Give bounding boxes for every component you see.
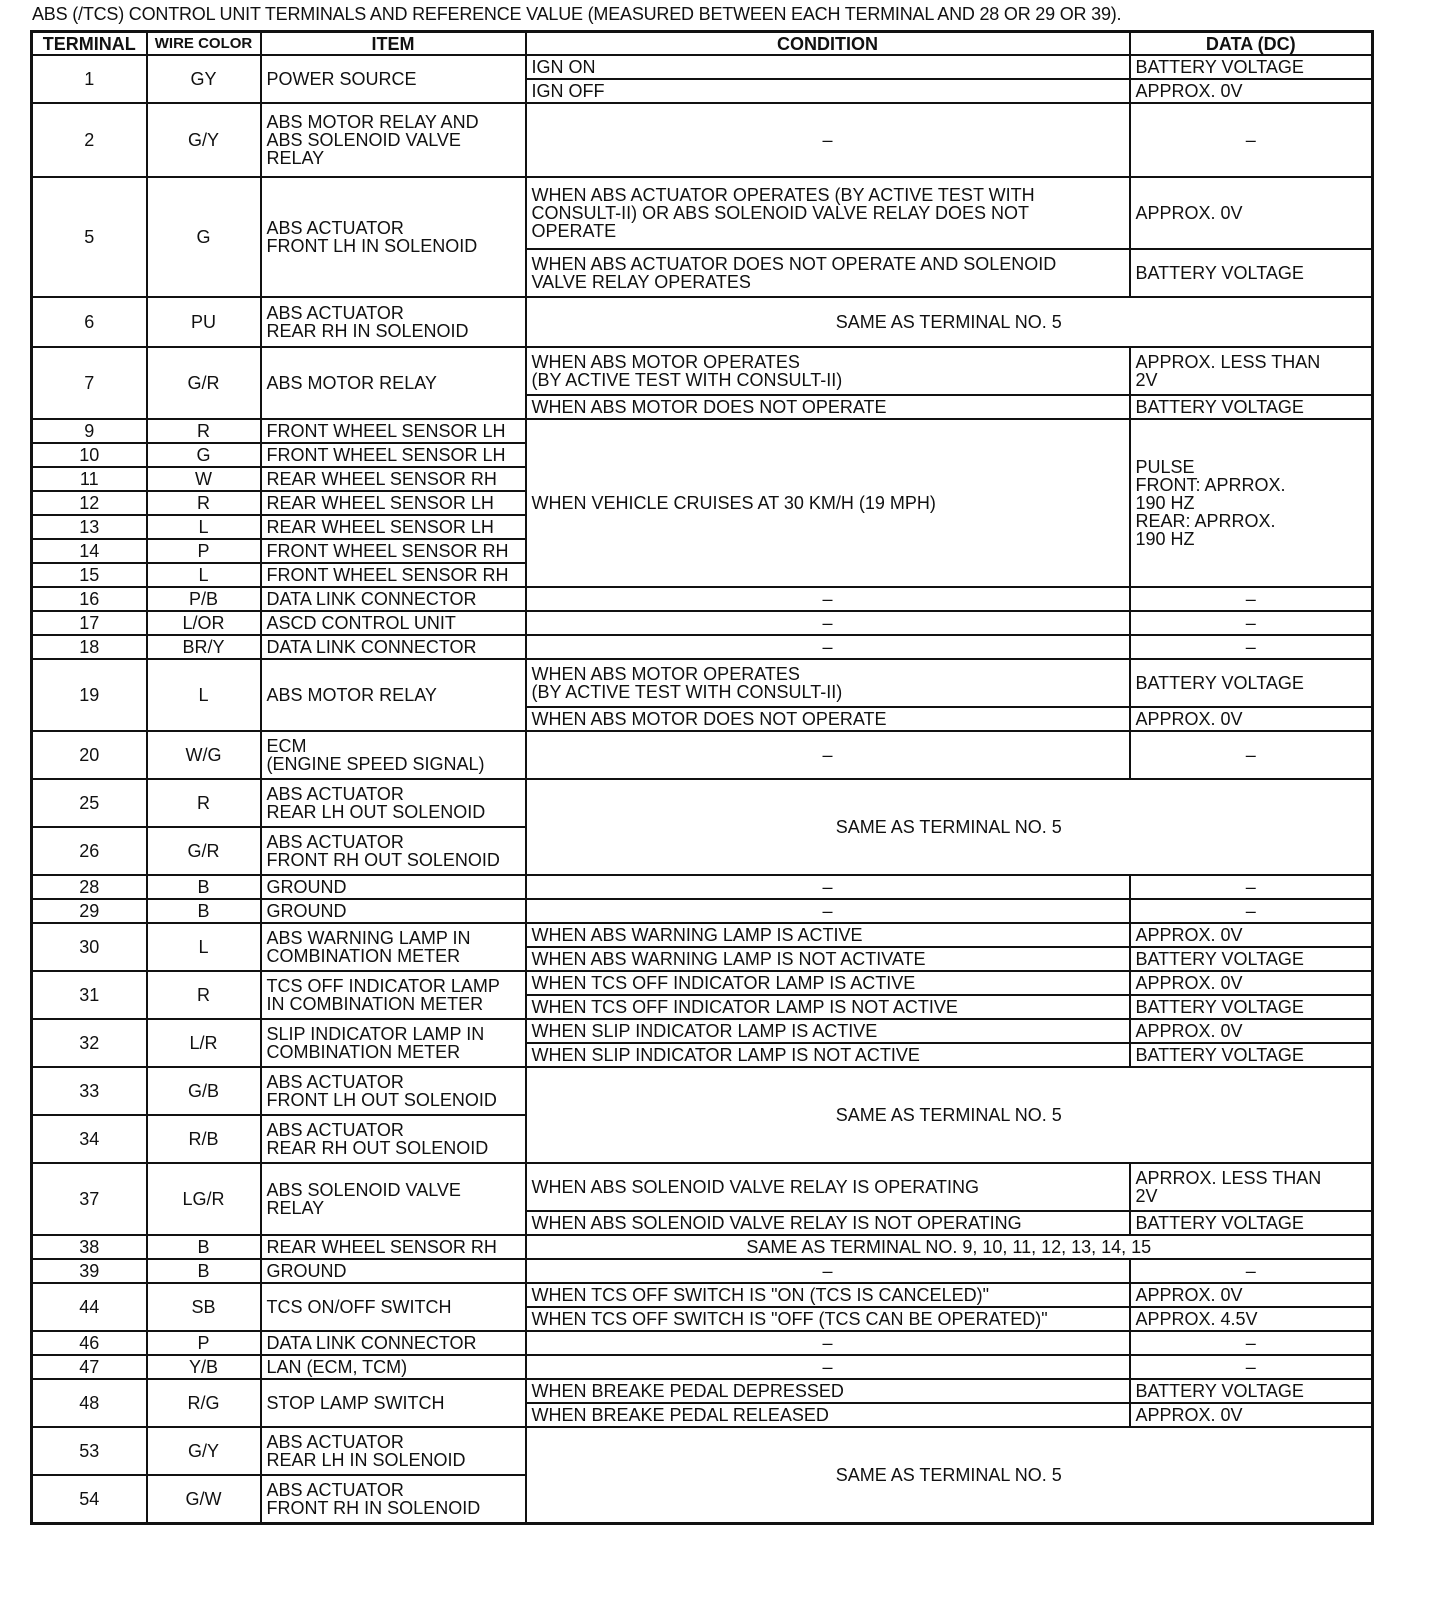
- item-cell: DATA LINK CONNECTOR: [261, 1331, 526, 1355]
- condition-cell: WHEN BREAKE PEDAL RELEASED: [526, 1403, 1130, 1427]
- item-cell: ABS ACTUATOR REAR RH IN SOLENOID: [261, 297, 526, 347]
- data-cell: –: [1130, 103, 1373, 177]
- condition-cell: –: [526, 1259, 1130, 1283]
- header-wire-color: WIRE COLOR: [147, 32, 261, 56]
- data-cell: –: [1130, 635, 1373, 659]
- item-cell: ASCD CONTROL UNIT: [261, 611, 526, 635]
- wire-color-cell: B: [147, 1259, 261, 1283]
- terminal-cell: 54: [32, 1475, 147, 1523]
- condition-cell: WHEN ABS MOTOR OPERATES (BY ACTIVE TEST WITH CONSULT-II): [526, 659, 1130, 707]
- header-item: ITEM: [261, 32, 526, 56]
- condition-cell: WHEN BREAKE PEDAL DEPRESSED: [526, 1379, 1130, 1403]
- wire-color-cell: SB: [147, 1283, 261, 1331]
- wire-color-cell: L: [147, 563, 261, 587]
- item-cell: REAR WHEEL SENSOR LH: [261, 491, 526, 515]
- wire-color-cell: Y/B: [147, 1355, 261, 1379]
- table-row: [32, 779, 1373, 827]
- wire-color-cell: W: [147, 467, 261, 491]
- table-row: [32, 419, 1373, 443]
- item-cell: REAR WHEEL SENSOR RH: [261, 1235, 526, 1259]
- wire-color-cell: PU: [147, 297, 261, 347]
- terminal-cell: 39: [32, 1259, 147, 1283]
- wire-color-cell: L: [147, 515, 261, 539]
- table-row: [32, 923, 1373, 947]
- terminal-cell: 38: [32, 1235, 147, 1259]
- condition-cell: IGN ON: [526, 55, 1130, 79]
- item-cell: ABS MOTOR RELAY: [261, 347, 526, 419]
- terminal-cell: 1: [32, 55, 147, 103]
- data-cell: APPROX. 0V: [1130, 971, 1373, 995]
- data-cell: APPROX. LESS THAN 2V: [1130, 347, 1373, 395]
- wire-color-cell: R: [147, 971, 261, 1019]
- terminal-cell: 18: [32, 635, 147, 659]
- condition-cell: WHEN ABS ACTUATOR DOES NOT OPERATE AND SOLENOID VALVE RELAY OPERATES: [526, 249, 1130, 297]
- wire-color-cell: R: [147, 419, 261, 443]
- condition-cell: WHEN TCS OFF SWITCH IS "ON (TCS IS CANCELED)": [526, 1283, 1130, 1307]
- table-row: [32, 103, 1373, 177]
- terminal-cell: 31: [32, 971, 147, 1019]
- data-cell: APPROX. 0V: [1130, 1403, 1373, 1427]
- wire-color-cell: L: [147, 659, 261, 731]
- condition-cell: IGN OFF: [526, 79, 1130, 103]
- condition-cell: WHEN ABS MOTOR OPERATES (BY ACTIVE TEST WITH CONSULT-II): [526, 347, 1130, 395]
- wire-color-cell: G/R: [147, 827, 261, 875]
- data-cell: APPROX. 0V: [1130, 1019, 1373, 1043]
- item-cell: REAR WHEEL SENSOR LH: [261, 515, 526, 539]
- terminal-cell: 26: [32, 827, 147, 875]
- condition-cell: –: [526, 1355, 1130, 1379]
- terminal-cell: 47: [32, 1355, 147, 1379]
- condition-cell: SAME AS TERMINAL NO. 5: [526, 779, 1373, 875]
- condition-cell: –: [526, 875, 1130, 899]
- data-cell: APPROX. 0V: [1130, 923, 1373, 947]
- table-row: [32, 1379, 1373, 1403]
- condition-cell: –: [526, 731, 1130, 779]
- condition-cell: WHEN ABS WARNING LAMP IS NOT ACTIVATE: [526, 947, 1130, 971]
- table-row: [32, 55, 1373, 79]
- item-cell: LAN (ECM, TCM): [261, 1355, 526, 1379]
- condition-cell: WHEN SLIP INDICATOR LAMP IS ACTIVE: [526, 1019, 1130, 1043]
- item-cell: DATA LINK CONNECTOR: [261, 587, 526, 611]
- wire-color-cell: G: [147, 443, 261, 467]
- item-cell: ABS WARNING LAMP IN COMBINATION METER: [261, 923, 526, 971]
- condition-cell: SAME AS TERMINAL NO. 5: [526, 297, 1373, 347]
- condition-cell: WHEN VEHICLE CRUISES AT 30 KM/H (19 MPH): [526, 419, 1130, 587]
- table-row: [32, 177, 1373, 249]
- terminal-cell: 11: [32, 467, 147, 491]
- item-cell: ABS ACTUATOR FRONT LH IN SOLENOID: [261, 177, 526, 297]
- document-title: ABS (/TCS) CONTROL UNIT TERMINALS AND REFERENCE VALUE (MEASURED BETWEEN EACH TERMINAL AND 28 OR 29 OR 39).: [32, 4, 1122, 24]
- table-row: [32, 1019, 1373, 1043]
- data-cell: APPROX. 0V: [1130, 1283, 1373, 1307]
- item-cell: ABS ACTUATOR REAR LH OUT SOLENOID: [261, 779, 526, 827]
- table-row: [32, 659, 1373, 707]
- item-cell: ABS MOTOR RELAY AND ABS SOLENOID VALVE RELAY: [261, 103, 526, 177]
- terminal-cell: 32: [32, 1019, 147, 1067]
- wire-color-cell: B: [147, 875, 261, 899]
- wire-color-cell: R: [147, 779, 261, 827]
- data-cell: BATTERY VOLTAGE: [1130, 995, 1373, 1019]
- data-cell: –: [1130, 1355, 1373, 1379]
- data-cell: APRROX. LESS THAN 2V: [1130, 1163, 1373, 1211]
- data-cell: –: [1130, 587, 1373, 611]
- data-cell: –: [1130, 875, 1373, 899]
- terminal-cell: 7: [32, 347, 147, 419]
- condition-cell: –: [526, 587, 1130, 611]
- data-cell: –: [1130, 1259, 1373, 1283]
- condition-cell: WHEN ABS ACTUATOR OPERATES (BY ACTIVE TEST WITH CONSULT-II) OR ABS SOLENOID VALVE RELAY DOES NOT OPERATE: [526, 177, 1130, 249]
- table-row: [32, 1427, 1373, 1475]
- table-row: [32, 1067, 1373, 1115]
- terminal-cell: 13: [32, 515, 147, 539]
- terminal-cell: 19: [32, 659, 147, 731]
- item-cell: TCS ON/OFF SWITCH: [261, 1283, 526, 1331]
- terminal-cell: 44: [32, 1283, 147, 1331]
- item-cell: ECM (ENGINE SPEED SIGNAL): [261, 731, 526, 779]
- terminal-cell: 29: [32, 899, 147, 923]
- table-row: [32, 1355, 1373, 1379]
- wire-color-cell: BR/Y: [147, 635, 261, 659]
- table-row: [32, 899, 1373, 923]
- item-cell: ABS ACTUATOR FRONT RH IN SOLENOID: [261, 1475, 526, 1523]
- condition-cell: –: [526, 1331, 1130, 1355]
- data-cell: –: [1130, 1331, 1373, 1355]
- terminal-cell: 5: [32, 177, 147, 297]
- table-row: [32, 971, 1373, 995]
- item-cell: POWER SOURCE: [261, 55, 526, 103]
- terminal-cell: 14: [32, 539, 147, 563]
- item-cell: ABS MOTOR RELAY: [261, 659, 526, 731]
- wire-color-cell: P/B: [147, 587, 261, 611]
- table-row: [32, 611, 1373, 635]
- item-cell: ABS ACTUATOR REAR LH IN SOLENOID: [261, 1427, 526, 1475]
- wire-color-cell: B: [147, 899, 261, 923]
- wire-color-cell: P: [147, 539, 261, 563]
- header-terminal: TERMINAL: [32, 32, 147, 56]
- terminal-cell: 17: [32, 611, 147, 635]
- terminal-cell: 30: [32, 923, 147, 971]
- data-cell: APPROX. 4.5V: [1130, 1307, 1373, 1331]
- table-row: [32, 731, 1373, 779]
- item-cell: ABS ACTUATOR FRONT RH OUT SOLENOID: [261, 827, 526, 875]
- terminal-cell: 9: [32, 419, 147, 443]
- terminal-cell: 46: [32, 1331, 147, 1355]
- wire-color-cell: G/Y: [147, 1427, 261, 1475]
- item-cell: STOP LAMP SWITCH: [261, 1379, 526, 1427]
- item-cell: GROUND: [261, 875, 526, 899]
- wire-color-cell: R: [147, 491, 261, 515]
- table-row: [32, 587, 1373, 611]
- condition-cell: WHEN ABS WARNING LAMP IS ACTIVE: [526, 923, 1130, 947]
- table-row: [32, 1163, 1373, 1211]
- condition-cell: SAME AS TERMINAL NO. 9, 10, 11, 12, 13, 14, 15: [526, 1235, 1373, 1259]
- condition-cell: WHEN ABS MOTOR DOES NOT OPERATE: [526, 707, 1130, 731]
- terminal-cell: 37: [32, 1163, 147, 1235]
- table-row: [32, 1331, 1373, 1355]
- terminal-cell: 48: [32, 1379, 147, 1427]
- item-cell: GROUND: [261, 1259, 526, 1283]
- terminal-cell: 28: [32, 875, 147, 899]
- item-cell: FRONT WHEEL SENSOR LH: [261, 443, 526, 467]
- wire-color-cell: G: [147, 177, 261, 297]
- condition-cell: WHEN TCS OFF SWITCH IS "OFF (TCS CAN BE OPERATED)": [526, 1307, 1130, 1331]
- item-cell: ABS SOLENOID VALVE RELAY: [261, 1163, 526, 1235]
- condition-cell: WHEN TCS OFF INDICATOR LAMP IS ACTIVE: [526, 971, 1130, 995]
- table-row: [32, 1283, 1373, 1307]
- data-cell: APPROX. 0V: [1130, 177, 1373, 249]
- data-cell: –: [1130, 611, 1373, 635]
- condition-cell: WHEN ABS MOTOR DOES NOT OPERATE: [526, 395, 1130, 419]
- wire-color-cell: G/R: [147, 347, 261, 419]
- condition-cell: –: [526, 899, 1130, 923]
- terminal-cell: 2: [32, 103, 147, 177]
- data-cell: APPROX. 0V: [1130, 79, 1373, 103]
- item-cell: FRONT WHEEL SENSOR RH: [261, 539, 526, 563]
- item-cell: GROUND: [261, 899, 526, 923]
- wire-color-cell: P: [147, 1331, 261, 1355]
- item-cell: TCS OFF INDICATOR LAMP IN COMBINATION METER: [261, 971, 526, 1019]
- header-data-dc: DATA (DC): [1130, 32, 1373, 56]
- terminal-cell: 20: [32, 731, 147, 779]
- table-row: [32, 297, 1373, 347]
- item-cell: ABS ACTUATOR FRONT LH OUT SOLENOID: [261, 1067, 526, 1115]
- wire-color-cell: LG/R: [147, 1163, 261, 1235]
- item-cell: DATA LINK CONNECTOR: [261, 635, 526, 659]
- data-cell: BATTERY VOLTAGE: [1130, 947, 1373, 971]
- data-cell: BATTERY VOLTAGE: [1130, 1211, 1373, 1235]
- data-cell: BATTERY VOLTAGE: [1130, 395, 1373, 419]
- wire-color-cell: G/Y: [147, 103, 261, 177]
- table-row: [32, 1259, 1373, 1283]
- terminal-cell: 34: [32, 1115, 147, 1163]
- terminal-cell: 6: [32, 297, 147, 347]
- data-cell: BATTERY VOLTAGE: [1130, 249, 1373, 297]
- condition-cell: WHEN ABS SOLENOID VALVE RELAY IS NOT OPERATING: [526, 1211, 1130, 1235]
- condition-cell: –: [526, 635, 1130, 659]
- table-row: [32, 347, 1373, 395]
- terminal-cell: 16: [32, 587, 147, 611]
- condition-cell: WHEN TCS OFF INDICATOR LAMP IS NOT ACTIVE: [526, 995, 1130, 1019]
- terminal-cell: 10: [32, 443, 147, 467]
- terminal-cell: 12: [32, 491, 147, 515]
- wire-color-cell: G/B: [147, 1067, 261, 1115]
- terminal-cell: 53: [32, 1427, 147, 1475]
- wire-color-cell: L/OR: [147, 611, 261, 635]
- condition-cell: –: [526, 103, 1130, 177]
- data-cell: –: [1130, 899, 1373, 923]
- wire-color-cell: L/R: [147, 1019, 261, 1067]
- terminal-cell: 33: [32, 1067, 147, 1115]
- wire-color-cell: G/W: [147, 1475, 261, 1523]
- wire-color-cell: W/G: [147, 731, 261, 779]
- wire-color-cell: L: [147, 923, 261, 971]
- data-cell: BATTERY VOLTAGE: [1130, 55, 1373, 79]
- table-row: [32, 875, 1373, 899]
- item-cell: FRONT WHEEL SENSOR RH: [261, 563, 526, 587]
- table-row: [32, 1235, 1373, 1259]
- item-cell: FRONT WHEEL SENSOR LH: [261, 419, 526, 443]
- table-header-row: [32, 32, 1373, 56]
- data-cell: BATTERY VOLTAGE: [1130, 1043, 1373, 1067]
- data-cell: –: [1130, 731, 1373, 779]
- header-condition: CONDITION: [526, 32, 1130, 56]
- table-row: [32, 635, 1373, 659]
- item-cell: ABS ACTUATOR REAR RH OUT SOLENOID: [261, 1115, 526, 1163]
- data-cell: APPROX. 0V: [1130, 707, 1373, 731]
- condition-cell: SAME AS TERMINAL NO. 5: [526, 1067, 1373, 1163]
- terminal-reference-table: [30, 30, 1374, 1525]
- wire-color-cell: R/B: [147, 1115, 261, 1163]
- terminal-cell: 15: [32, 563, 147, 587]
- wire-color-cell: R/G: [147, 1379, 261, 1427]
- wire-color-cell: B: [147, 1235, 261, 1259]
- wire-color-cell: GY: [147, 55, 261, 103]
- terminal-table-wrapper: [30, 30, 1374, 1525]
- data-cell: BATTERY VOLTAGE: [1130, 1379, 1373, 1403]
- data-cell: BATTERY VOLTAGE: [1130, 659, 1373, 707]
- condition-cell: WHEN SLIP INDICATOR LAMP IS NOT ACTIVE: [526, 1043, 1130, 1067]
- data-cell: PULSE FRONT: APRROX. 190 HZ REAR: APRROX. 190 HZ: [1130, 419, 1373, 587]
- condition-cell: SAME AS TERMINAL NO. 5: [526, 1427, 1373, 1523]
- condition-cell: WHEN ABS SOLENOID VALVE RELAY IS OPERATING: [526, 1163, 1130, 1211]
- terminal-cell: 25: [32, 779, 147, 827]
- item-cell: SLIP INDICATOR LAMP IN COMBINATION METER: [261, 1019, 526, 1067]
- item-cell: REAR WHEEL SENSOR RH: [261, 467, 526, 491]
- condition-cell: –: [526, 611, 1130, 635]
